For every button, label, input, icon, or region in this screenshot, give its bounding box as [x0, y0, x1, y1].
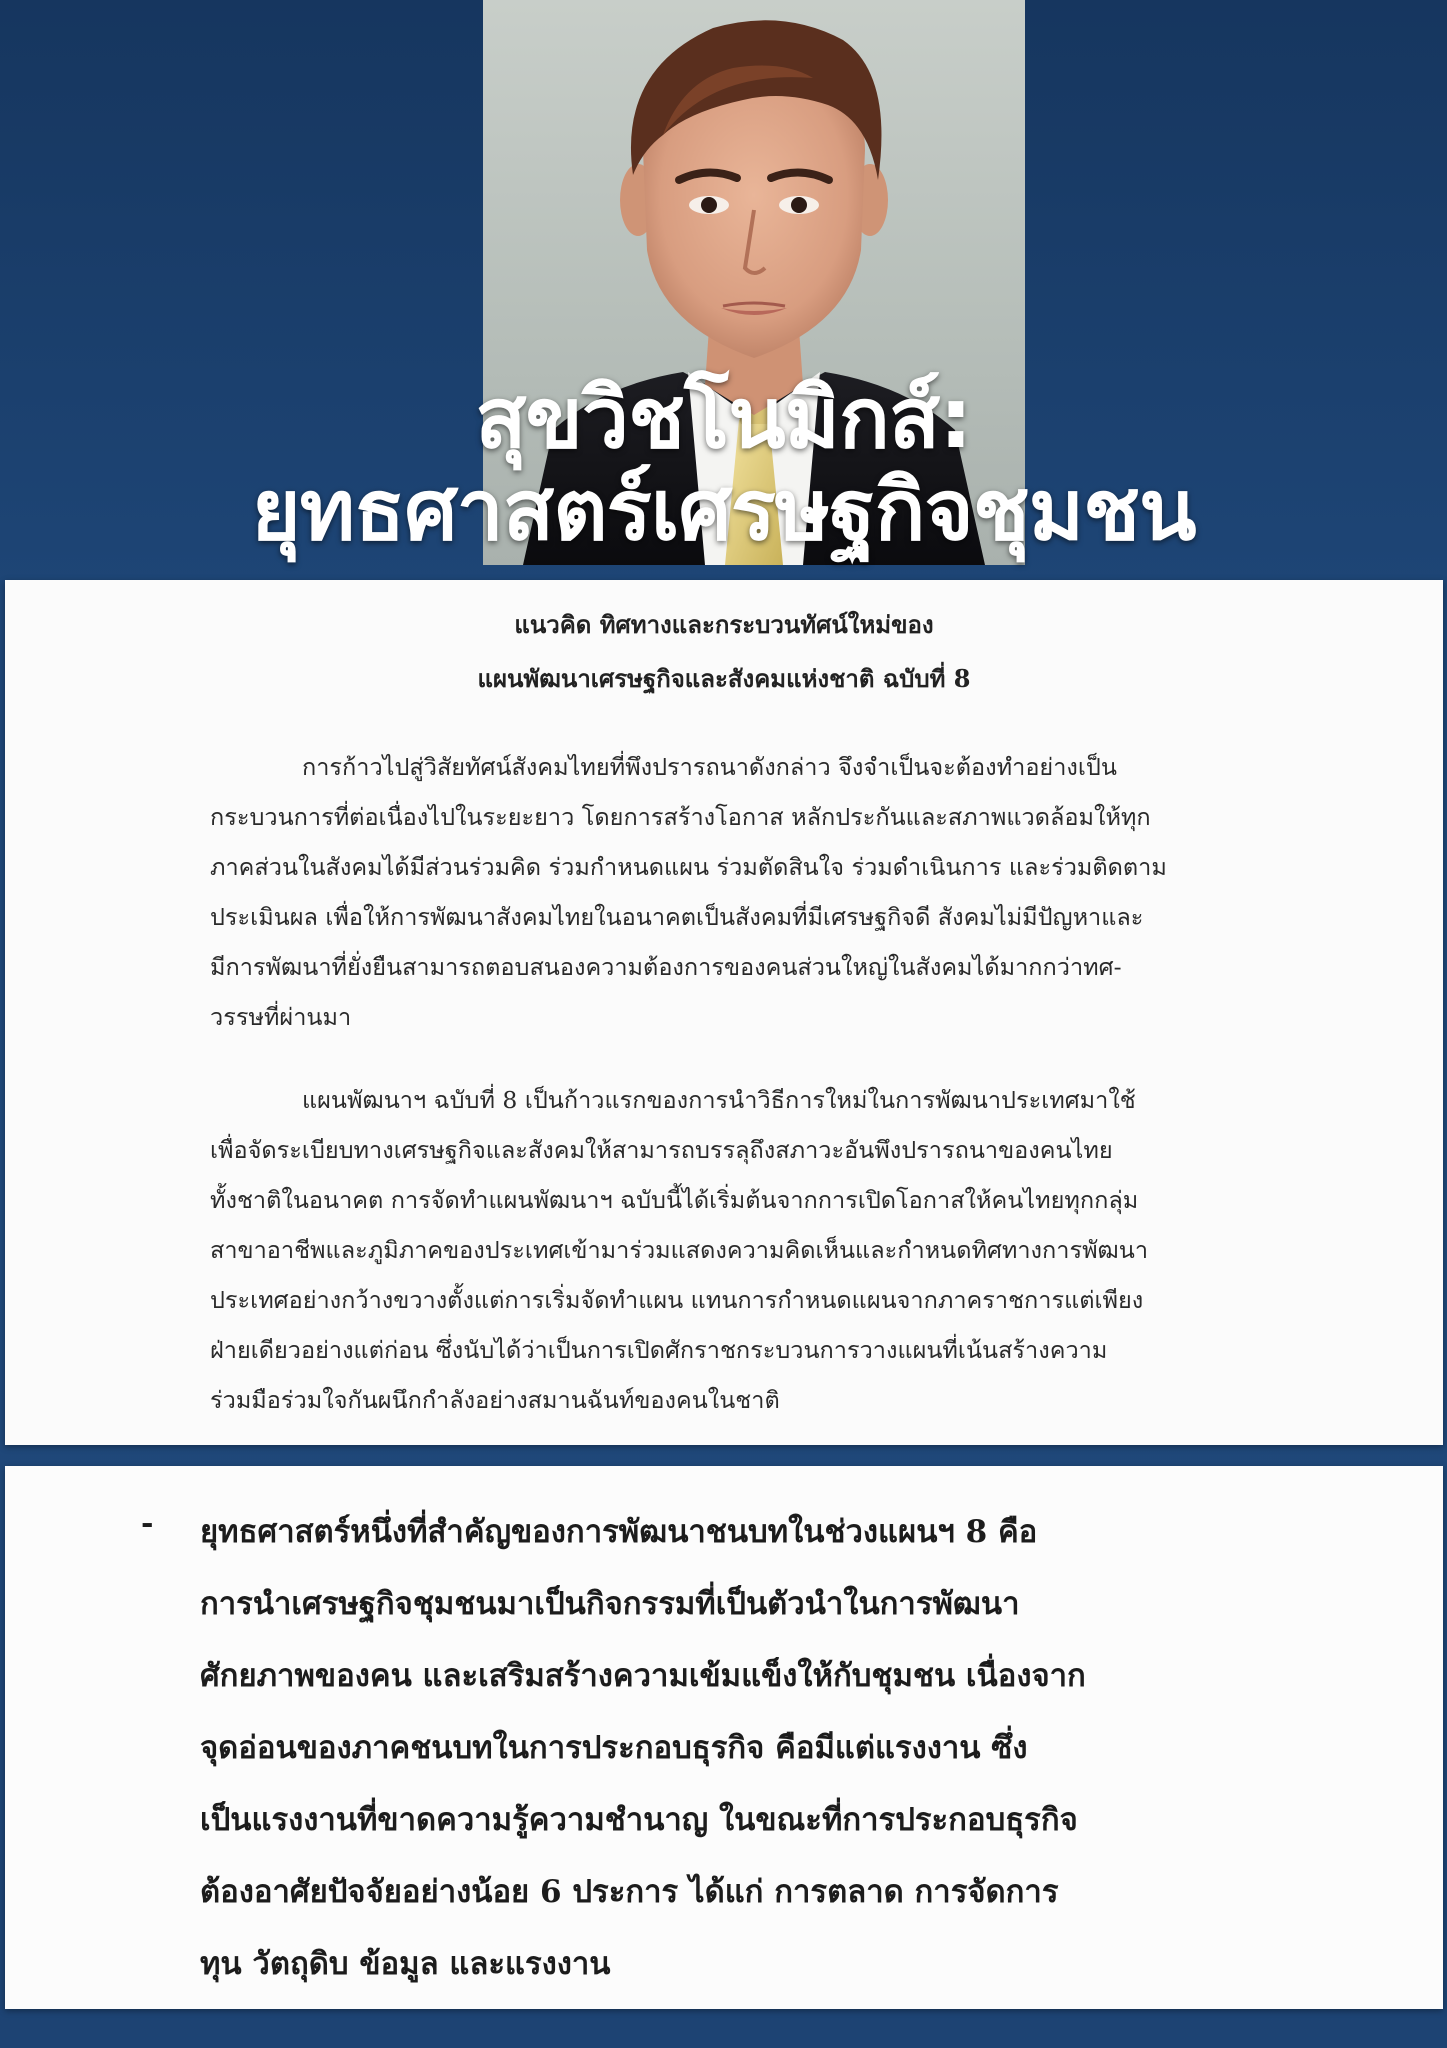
- paragraph-line: มีการพัฒนาที่ยั่งยืนสามารถตอบสนองความต้องการของคนส่วนใหญ่ในสังคมได้มากกว่าทศ-: [210, 953, 1122, 981]
- excerpt-line: การนำเศรษฐกิจชุมชนมาเป็นกิจกรรมที่เป็นตัวนำในการพัฒนา: [200, 1586, 1020, 1622]
- excerpt-line: ศักยภาพของคน และเสริมสร้างความเข้มแข็งให้กับชุมชน เนื่องจาก: [200, 1658, 1086, 1694]
- paragraph-line: ทั้งชาติในอนาคต การจัดทำแผนพัฒนาฯ ฉบับนี้ได้เริ่มต้นจากการเปิดโอกาสให้คนไทยทุกกลุ่ม: [210, 1186, 1139, 1214]
- paragraph-line: ประเมินผล เพื่อให้การพัฒนาสังคมไทยในอนาคตเป็นสังคมที่มีเศรษฐกิจดี สังคมไม่มีปัญหาและ: [210, 903, 1144, 931]
- paragraph-line: การก้าวไปสู่วิสัยทัศน์สังคมไทยที่พึงปรารถนาดังกล่าว จึงจำเป็นจะต้องทำอย่างเป็น: [302, 753, 1117, 781]
- document-paragraph-2: [210, 1075, 1260, 1425]
- excerpt-line: จุดอ่อนของภาคชนบทในการประกอบธุรกิจ คือมีแต่แรงงาน ซึ่ง: [200, 1730, 1028, 1766]
- paragraph-line: ฝ่ายเดียวอย่างแต่ก่อน ซึ่งนับได้ว่าเป็นการเปิดศักราชกระบวนการวางแผนที่เน้นสร้างความ: [210, 1336, 1108, 1364]
- excerpt-panel: [5, 1466, 1443, 2009]
- paragraph-line: สาขาอาชีพและภูมิภาคของประเทศเข้ามาร่วมแสดงความคิดเห็นและกำหนดทิศทางการพัฒนา: [210, 1236, 1149, 1264]
- document-scan-panel: [5, 580, 1443, 1445]
- excerpt-line: ยุทธศาสตร์หนึ่งที่สำคัญของการพัฒนาชนบทในช่วงแผนฯ 8 คือ: [200, 1514, 1038, 1550]
- document-heading-line-2: แผนพัฒนาเศรษฐกิจและสังคมแห่งชาติ ฉบับที่ 8: [477, 664, 971, 693]
- document-paragraph-1: [210, 742, 1260, 1042]
- paragraph-line: ร่วมมือร่วมใจกันผนึกกำลังอย่างสมานฉันท์ของคนในชาติ: [210, 1386, 780, 1414]
- paragraph-line: เพื่อจัดระเบียบทางเศรษฐกิจและสังคมให้สามารถบรรลุถึงสภาวะอันพึงปรารถนาของคนไทย: [210, 1136, 1113, 1164]
- paragraph-line: กระบวนการที่ต่อเนื่องไปในระยะยาว โดยการสร้างโอกาส หลักประกันและสภาพแวดล้อมให้ทุก: [210, 803, 1151, 831]
- paragraph-line: ประเทศอย่างกว้างขวางตั้งแต่การเริ่มจัดทำแผน แทนการกำหนดแผนจากภาคราชการแต่เพียง: [210, 1286, 1144, 1314]
- excerpt-text: [200, 1496, 1280, 2000]
- excerpt-line: เป็นแรงงานที่ขาดความรู้ความชำนาญ ในขณะที่การประกอบธุรกิจ: [200, 1802, 1078, 1838]
- paragraph-line: แผนพัฒนาฯ ฉบับที่ 8 เป็นก้าวแรกของการนำวิธีการใหม่ในการพัฒนาประเทศมาใช้: [302, 1086, 1136, 1114]
- excerpt-line: ต้องอาศัยปัจจัยอย่างน้อย 6 ประการ ได้แก่ การตลาด การจัดการ: [200, 1874, 1059, 1910]
- page-title: [0, 369, 1447, 559]
- bullet-dash: -: [141, 1506, 154, 1541]
- paragraph-line: วรรษที่ผ่านมา: [210, 1003, 352, 1031]
- paragraph-line: ภาคส่วนในสังคมได้มีส่วนร่วมคิด ร่วมกำหนดแผน ร่วมตัดสินใจ ร่วมดำเนินการ และร่วมติดตาม: [210, 853, 1167, 881]
- document-heading-line-1: แนวคิด ทิศทางและกระบวนทัศน์ใหม่ของ: [514, 610, 934, 639]
- title-line-1: สุขวิชโนมิกส์:: [475, 369, 972, 467]
- title-line-2: ยุทธศาสตร์เศรษฐกิจชุมชน: [251, 461, 1196, 559]
- document-heading: [5, 598, 1443, 706]
- excerpt-line: ทุน วัตถุดิบ ข้อมูล และแรงงาน: [200, 1946, 611, 1982]
